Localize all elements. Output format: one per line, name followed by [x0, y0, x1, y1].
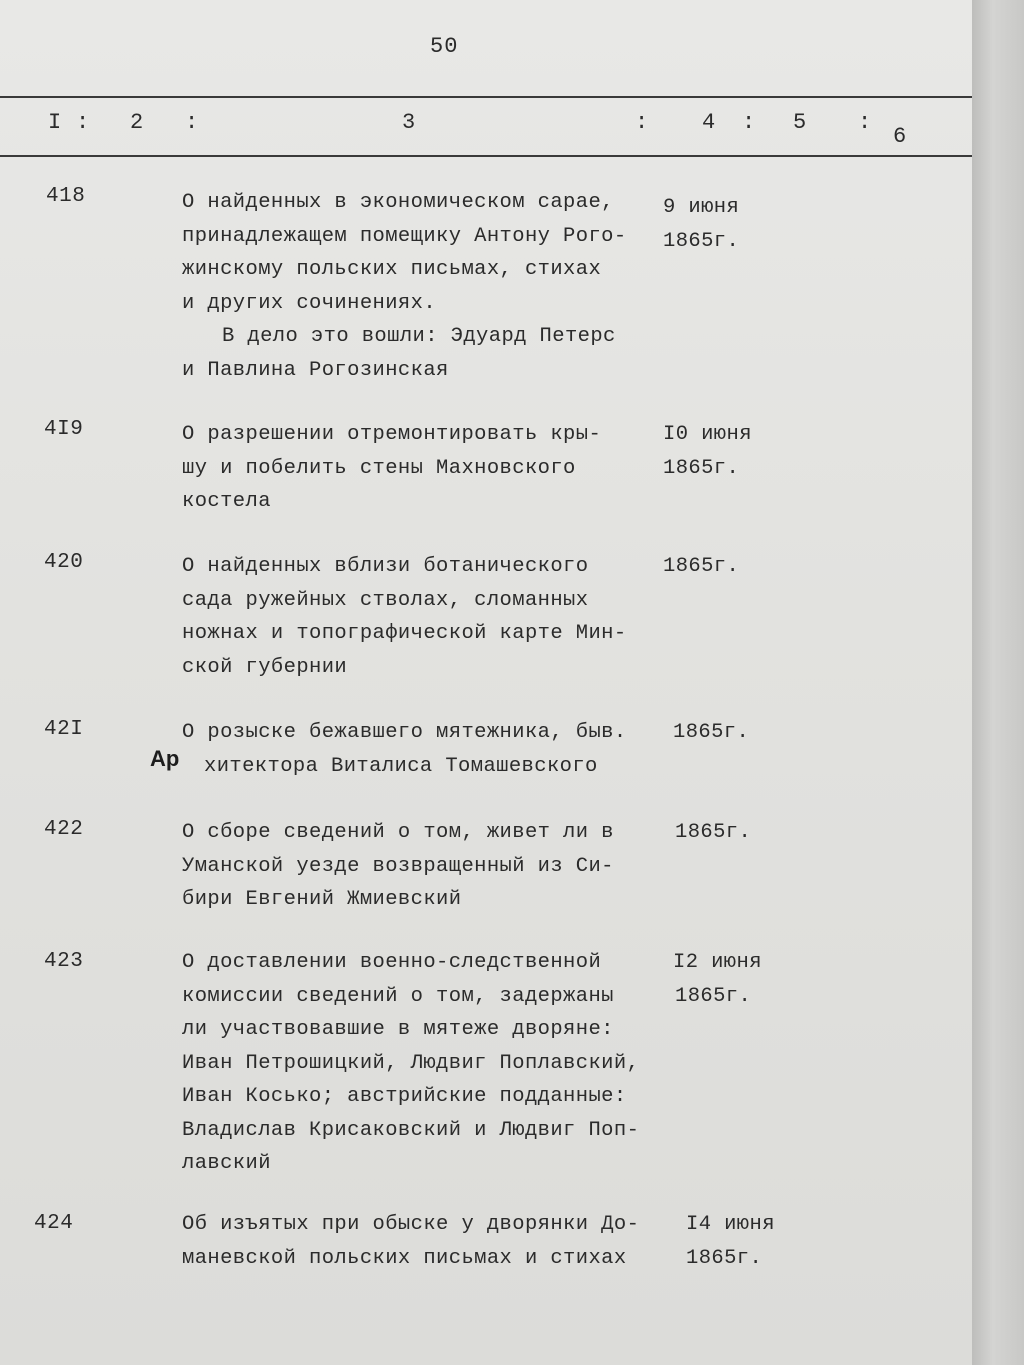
entry-line: сада ружейных стволах, сломанных — [182, 588, 589, 612]
entry-date-line: 1865г. — [663, 229, 740, 253]
entry-line: О разрешении отремонтировать кры- — [182, 423, 602, 446]
entry-date — [673, 946, 762, 1013]
entry-line: комиссии сведений о том, задержаны — [182, 984, 614, 1008]
entry-line: О сборе сведений о том, живет ли в — [182, 821, 614, 844]
entry-date-line: 1865г. — [673, 721, 750, 744]
entry-line: Иван Петрошицкий, Людвиг Поплавский, — [182, 1051, 640, 1075]
column-separator: : — [76, 110, 90, 135]
entry-number: 424 — [34, 1212, 74, 1235]
entry-description — [182, 1208, 662, 1275]
entry-date-line: 1865г. — [686, 1246, 763, 1270]
column-separator: : — [635, 110, 649, 135]
entry-line: и других сочинениях. — [182, 291, 437, 315]
entry-date-line: 1865г. — [675, 984, 752, 1008]
entry-line: шу и побелить стены Махновского — [182, 456, 576, 480]
column-header-3: 3 — [402, 110, 416, 135]
column-header-5: 5 — [793, 110, 807, 135]
entry-date-line: 1865г. — [663, 555, 740, 578]
entry-line: ли участвовавшие в мятеже дворяне: — [182, 1018, 614, 1041]
entry-line: ножнах и топографической карте Мин- — [182, 622, 627, 645]
entry-date — [663, 550, 739, 584]
entry-line: Уманской уезде возвращенный из Си- — [182, 854, 614, 878]
entry-number: 4I9 — [44, 418, 84, 441]
entry-description — [182, 816, 662, 917]
column-header-4: 4 — [702, 110, 716, 135]
entry-date — [673, 716, 749, 750]
entry-line: ской губернии — [182, 655, 348, 679]
column-separator: : — [742, 110, 756, 135]
entry-description — [182, 716, 662, 783]
entry-date-line: 9 июня — [663, 196, 740, 219]
entry-description — [182, 186, 662, 387]
entry-line: О розыске бежавшего мятежника, быв. — [182, 721, 627, 744]
column-header-6: 6 — [893, 124, 907, 149]
entry-date-line: I0 июня — [663, 423, 752, 446]
entry-line: Иван Косько; австрийские подданные: — [182, 1085, 627, 1108]
archive-stamp-text: Ар — [150, 746, 180, 771]
entry-line: маневской польских письмах и стихах — [182, 1246, 627, 1270]
entry-line: О найденных вблизи ботанического — [182, 555, 589, 578]
entry-date-line: 1865г. — [675, 821, 752, 844]
entry-line: костела — [182, 490, 271, 513]
entry-number: 418 — [46, 185, 86, 208]
column-header-1: I — [48, 110, 62, 135]
entry-description — [182, 946, 662, 1181]
page-number: 50 — [430, 34, 459, 59]
entry-line: О найденных в экономическом сарае, — [182, 191, 614, 214]
entry-line: хитектора Виталиса Томашевского — [204, 754, 598, 778]
entry-line: Об изъятых при обыске у дворянки До- — [182, 1213, 640, 1236]
entry-date — [663, 418, 752, 485]
table-header-bottom-rule — [0, 155, 972, 157]
entry-line: бири Евгений Жмиевский — [182, 888, 462, 911]
entry-number: 420 — [44, 551, 84, 574]
entry-date — [686, 1208, 775, 1275]
entry-number: 422 — [44, 818, 84, 841]
entry-line: Владислав Крисаковский и Людвиг Поп- — [182, 1118, 640, 1142]
entry-line: лавский — [182, 1152, 271, 1175]
entry-line: О доставлении военно-следственной — [182, 951, 602, 974]
entry-line: жинскому польских письмах, стихах — [182, 258, 602, 281]
entry-description — [182, 550, 662, 684]
underlying-page-edge — [972, 0, 1024, 1365]
entry-date — [663, 191, 739, 258]
entry-number: 42I — [44, 718, 84, 741]
entry-date-line: I2 июня — [673, 951, 762, 974]
column-header-2: 2 — [130, 110, 144, 135]
entry-description — [182, 418, 662, 519]
entry-line: В дело это вошли: Эдуард Петерс — [222, 325, 616, 348]
entry-date-line: 1865г. — [663, 456, 740, 480]
entry-number: 423 — [44, 950, 84, 973]
entry-line: и Павлина Рогозинская — [182, 358, 449, 382]
column-separator: : — [185, 110, 199, 135]
table-header-top-rule — [0, 96, 972, 98]
column-separator: : — [858, 110, 872, 135]
entry-date — [675, 816, 751, 850]
entry-date-line: I4 июня — [686, 1213, 775, 1236]
entry-line: принадлежащем помещику Антону Рого- — [182, 224, 627, 248]
